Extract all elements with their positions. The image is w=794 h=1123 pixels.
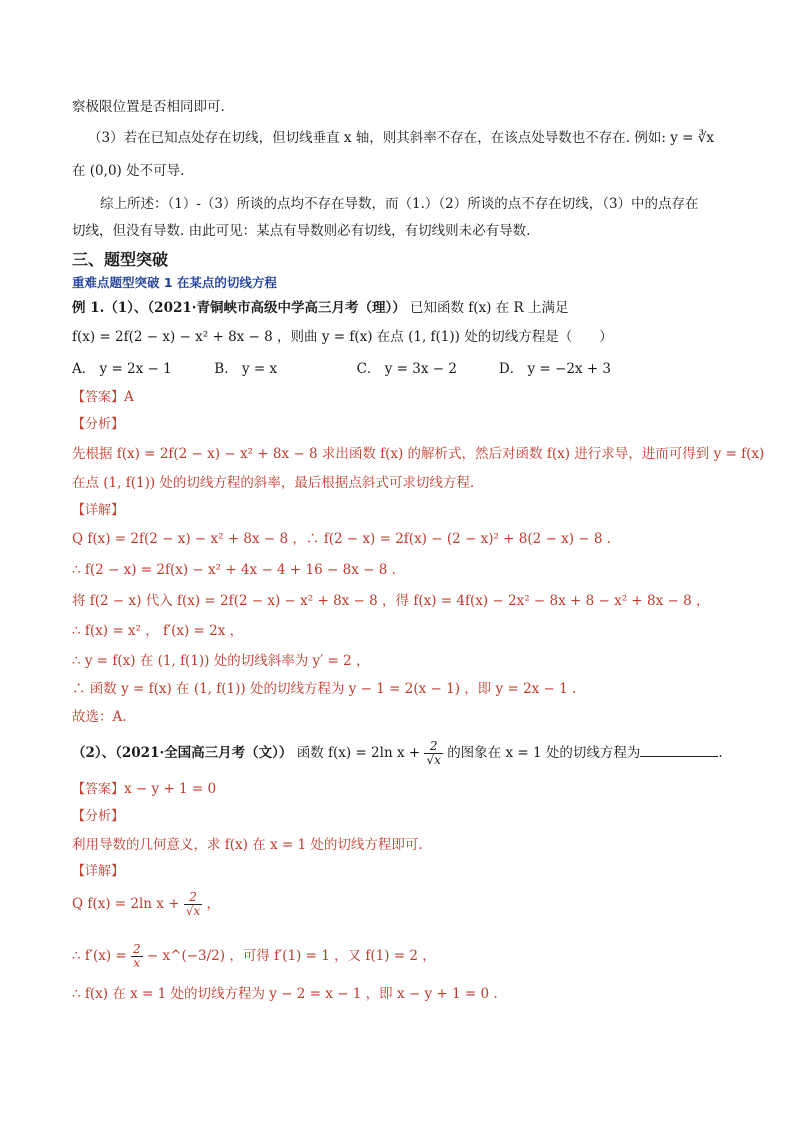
example-2-stem-post: 的图象在 x = 1 处的切线方程为	[447, 745, 641, 761]
detail-pre: ∴ f′(x) =	[72, 948, 127, 964]
detail-line: 故选：A.	[72, 709, 127, 725]
text-line: 察极限位置是否相同即可.	[72, 99, 225, 115]
example-2-source: （2）、（2021·全国高三月考（文））	[72, 745, 293, 761]
answer-row	[72, 780, 742, 799]
detail-line: 将 f(2 − x) 代入 f(x) = 2f(2 − x) − x² + 8x − 8 ，得 f(x) = 4f(x) − 2x² − 8x + 8 − x² + 8x − 8 ，	[72, 593, 710, 609]
fraction	[184, 891, 202, 918]
example-2-stem	[72, 738, 742, 768]
detail-line: ∴ y = f(x) 在 (1, f(1)) 处的切线斜率为 y′ = 2 ，	[72, 653, 370, 669]
analysis-line: 先根据 f(x) = 2f(2 − x) − x² + 8x − 8 求出函数 f(x) 的解析式，然后对函数 f(x) 进行求导，进而可得到 y = f(x)	[72, 446, 765, 462]
example-1-intro: 已知函数 f(x) 在 R 上满足	[410, 300, 569, 316]
example-2-stem-end: .	[718, 745, 723, 761]
fraction-numerator: 2	[184, 891, 202, 905]
answer-blank	[640, 742, 718, 757]
answer-label: 【答案】	[72, 782, 125, 797]
example-1-stem: f(x) = 2f(2 − x) − x² + 8x − 8 ，则曲 y = f(x) 在点 (1, f(1)) 处的切线方程是（ ）	[72, 329, 613, 345]
fraction-numerator: 2	[133, 942, 141, 956]
text-line: 综上所述：（1）-（3）所谈的点均不存在导数，而（1.）（2）所谈的点不存在切线，（3）中的点存在	[100, 196, 699, 212]
fraction	[131, 943, 143, 970]
answer-value: A	[124, 389, 134, 405]
example-2-stem-pre: 函数 f(x) = 2ln x +	[296, 745, 421, 761]
detail-label: 【详解】	[72, 503, 125, 518]
option-c: C． y = 3x − 2	[356, 361, 457, 377]
section-subtitle: 重难点题型突破 1 在某点的切线方程	[72, 275, 277, 290]
text-line: （3）若在已知点处存在切线，但切线垂直 x 轴，则其斜率不存在，在该点处导数也不存在. 例如: y = ∛x	[88, 130, 714, 146]
detail-post: − x^(−3/2) ，可得 f′(1) = 1 ，又 f(1) = 2 ，	[146, 948, 436, 964]
analysis-label: 【分析】	[72, 809, 125, 824]
detail-line: ∴ f(x) 在 x = 1 处的切线方程为 y − 2 = x − 1 ，即 x − y + 1 = 0 .	[72, 986, 498, 1002]
answer-row	[72, 388, 742, 407]
fraction	[424, 740, 442, 767]
text-line: 在 (0,0) 处不可导.	[72, 163, 185, 179]
section-title: 三、题型突破	[72, 250, 169, 269]
fraction-denominator: √x	[426, 753, 441, 767]
detail-post: ，	[206, 896, 221, 912]
detail-line: ∴ 函数 y = f(x) 在 (1, f(1)) 处的切线方程为 y − 1 = 2(x − 1) ，即 y = 2x − 1 .	[72, 681, 577, 697]
detail-label: 【详解】	[72, 864, 125, 879]
text-line: 切线，但没有导数. 由此可见：某点有导数则必有切线，有切线则未必有导数.	[72, 223, 531, 239]
analysis-label: 【分析】	[72, 417, 125, 432]
analysis-line: 利用导数的几何意义，求 f(x) 在 x = 1 处的切线方程即可.	[72, 837, 423, 853]
detail-line: ∴ f(x) = x² ， f′(x) = 2x ，	[72, 623, 244, 639]
fraction-denominator: √x	[185, 904, 201, 918]
detail-pre: Q f(x) = 2ln x +	[72, 896, 180, 912]
detail-line: ∴ f(2 − x) = 2f(x) − x² + 4x − 4 + 16 − 8x − 8 .	[72, 562, 396, 578]
fraction-numerator: 2	[424, 740, 442, 754]
detail-line	[72, 888, 742, 920]
answer-value: x − y + 1 = 0	[124, 781, 217, 797]
example-1-options	[72, 360, 742, 378]
example-1-heading	[72, 299, 742, 317]
answer-label: 【答案】	[72, 390, 125, 405]
option-b: B． y = x	[214, 361, 278, 377]
option-d: D． y = −2x + 3	[498, 361, 612, 377]
fraction-denominator: x	[133, 956, 141, 970]
detail-line: Q f(x) = 2f(2 − x) − x² + 8x − 8 ，∴ f(2 − x) = 2f(x) − (2 − x)² + 8(2 − x) − 8 .	[72, 531, 612, 547]
analysis-line: 在点 (1, f(1)) 处的切线方程的斜率，最后根据点斜式可求切线方程.	[72, 475, 475, 491]
detail-line	[72, 940, 742, 972]
option-a: A． y = 2x − 1	[72, 361, 172, 377]
example-1-source: 例 1.（1）、（2021·青铜峡市高级中学高三月考（理））	[72, 300, 406, 316]
